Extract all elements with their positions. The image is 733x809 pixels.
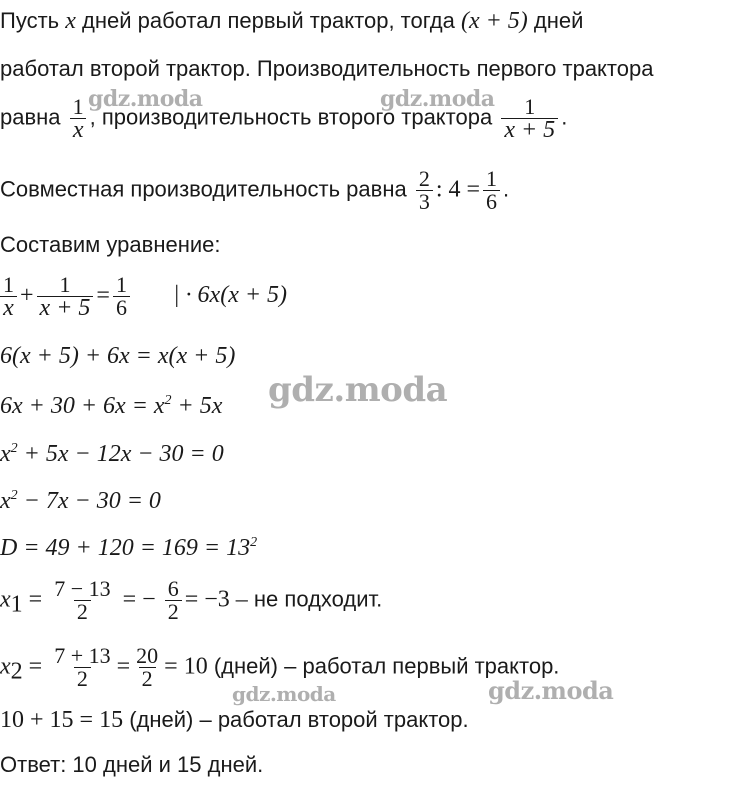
final-answer: Ответ: 10 дней и 15 дней. — [0, 752, 264, 777]
watermark: gdz.moda — [488, 676, 614, 705]
joint-productivity-line: Совместная производительность равна $\frac{2}{3}$ : 4 = $\frac{1}{6}$ . — [0, 166, 510, 214]
equation-heading — [0, 232, 220, 258]
watermark: gdz.moda — [232, 682, 336, 706]
text-segment: равна — [0, 104, 67, 130]
problem-line-1 — [0, 8, 583, 34]
watermark: gdz.moda — [88, 86, 203, 112]
text-segment: дней работал первый трактор, тогда — [75, 8, 461, 33]
equation-step-3: $6x + 30 + 6x = x^2 + 5x$ — [0, 393, 223, 419]
second-tractor-line: 10 + 15 = 15 (дней) – работал второй трактор. — [0, 707, 469, 733]
watermark: gdz.moda — [380, 86, 495, 112]
problem-line-2 — [0, 56, 653, 82]
fraction-20-over-2: $\frac{20}{2}$ — [136, 643, 159, 691]
text-segment: Совместная производительность равна — [0, 176, 413, 202]
fraction-2-over-3: $\frac{2}{3}$ — [416, 168, 433, 213]
text-segment: Составим уравнение: — [0, 232, 221, 257]
fraction-1-over-x-plus-5: $\frac{1}{x + 5}$ — [501, 96, 558, 141]
second-tractor-result: (дней) – работал второй трактор. — [129, 707, 469, 732]
fraction-1-over-6: $\frac{1}{6}$ — [483, 168, 500, 213]
math-x: x — [65, 8, 76, 34]
rejection-text: не подходит. — [253, 586, 383, 612]
fraction-1-over-x-plus-5: $\frac{1}{x + 5}$ — [37, 274, 94, 319]
root-x2-line: $x_2$ = $\frac{7 + 13}{2}$ = $\frac{20}{2}$ = 10 (дней) – работал первый трактор. — [0, 643, 560, 691]
math-expression: (x + 5) — [460, 8, 528, 34]
equation-step-2: 6(x + 5) + 6x = x(x + 5) — [0, 343, 236, 369]
text-segment: Пусть — [0, 8, 66, 33]
text-segment: , производительность второго трактора — [89, 104, 499, 130]
fraction-7-plus-13-over-2: $\frac{7 + 13}{2}$ — [54, 643, 111, 691]
root-x1-line: $x_1$ = $\frac{7 - 13}{2}$ = − $\frac{6}{2}$ = −3 – не подходит. — [0, 576, 383, 624]
fraction-7-minus-13-over-2: $\frac{7 - 13}{2}$ — [54, 576, 111, 624]
watermark: gdz.moda — [268, 370, 448, 410]
fraction-1-over-x: $\frac{1}{x}$ — [0, 274, 17, 319]
fraction-6-over-2: $\frac{6}{2}$ — [165, 578, 182, 623]
equation-line: $\frac{1}{x}$ + $\frac{1}{x + 5}$ = $\frac{1}{6}$ | · 6x(x + 5) — [0, 274, 287, 319]
text-segment: работал второй трактор. Производительность первого трактора — [0, 56, 654, 81]
discriminant-line: $D = 49 + 120 = 169 = 13^2$ — [0, 535, 258, 561]
text-segment: дней — [527, 8, 584, 33]
fraction-1-over-x: $\frac{1}{x}$ — [70, 96, 87, 141]
first-tractor-result: (дней) – работал первый трактор. — [213, 653, 560, 679]
fraction-1-over-6: $\frac{1}{6}$ — [113, 274, 130, 319]
equation-step-5: $x^2 - 7x - 30 = 0$ — [0, 488, 161, 514]
problem-line-3: равна $\frac{1}{x}$ , производительность второго трактора $\frac{1}{x + 5}$ . — [0, 94, 568, 143]
math-expression: : 4 = — [435, 176, 481, 203]
multiplier-note: | · 6x(x + 5) — [172, 282, 288, 309]
equation-step-4: $x^2 + 5x - 12x - 30 = 0$ — [0, 441, 224, 467]
